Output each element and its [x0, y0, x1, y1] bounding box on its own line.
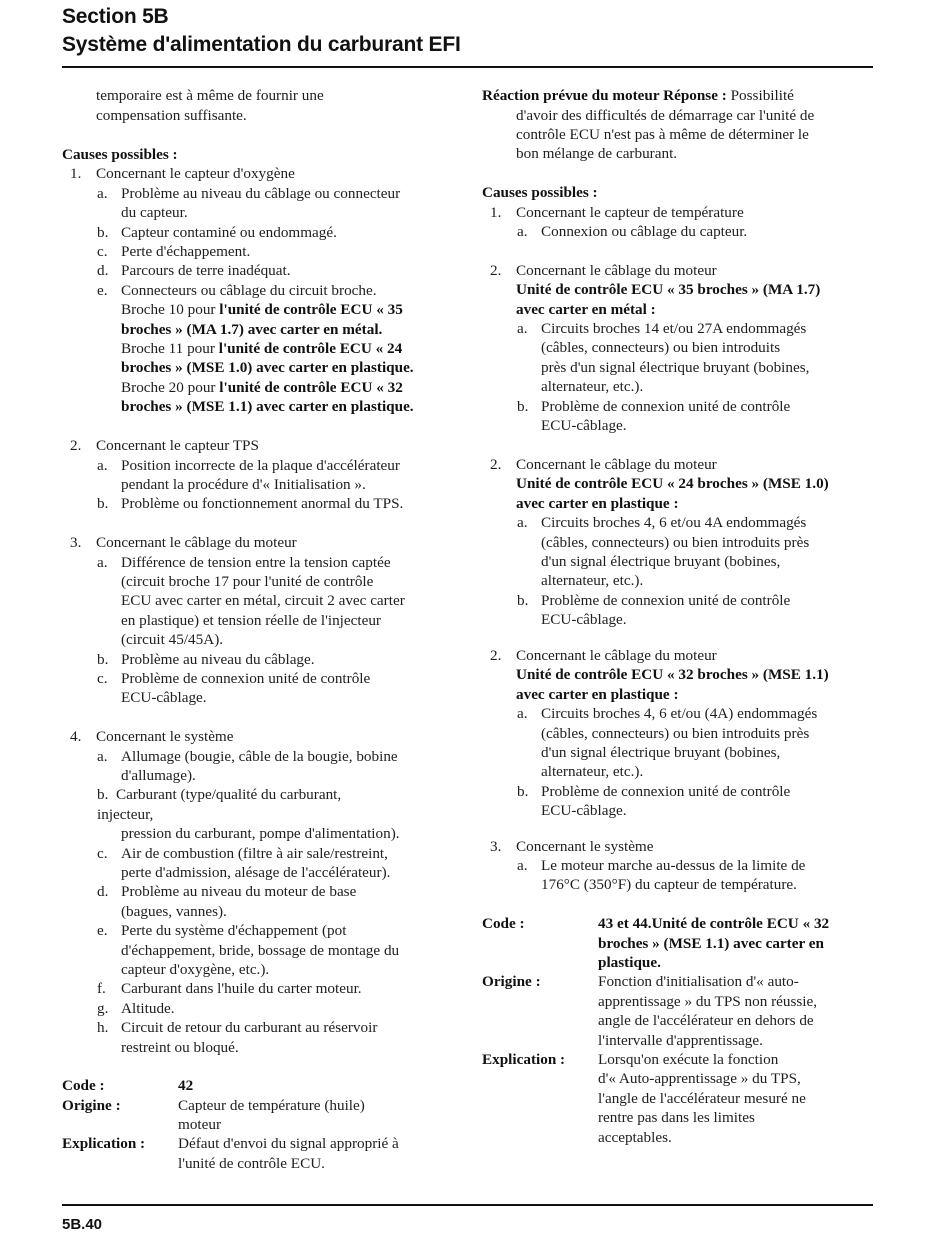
list-item: capteur d'oxygène, etc.).	[121, 961, 270, 978]
ecu-subtitle: Unité de contrôle ECU « 24 broches » (MSE 1.0)	[516, 475, 829, 492]
list-marker: c.	[97, 243, 108, 260]
reaction-line: d'avoir des difficultés de démarrage car l'unité de	[516, 107, 815, 124]
list-item: Problème au niveau du câblage.	[121, 651, 315, 668]
list-item: pression du carburant, pompe d'alimentation).	[121, 825, 400, 842]
list-marker: b.	[97, 495, 109, 512]
reaction-line: contrôle ECU n'est pas à même de déterminer le	[516, 126, 809, 143]
causes-heading: Causes possibles :	[482, 184, 598, 201]
list-item: du capteur.	[121, 204, 188, 221]
list-item: perte d'admission, alésage de l'accélérateur).	[121, 864, 391, 881]
list-marker: b.	[97, 651, 109, 668]
page-number: 5B.40	[62, 1216, 103, 1233]
list-item: broches » (MSE 1.0) avec carter en plastique.	[121, 359, 414, 376]
intro-line: temporaire est à même de fournir une	[96, 87, 324, 104]
list-item: Problème au niveau du câblage ou connecteur	[121, 185, 401, 202]
list-item: Allumage (bougie, câble de la bougie, bobine	[121, 748, 398, 765]
list-item: Broche 20 pour l'unité de contrôle ECU « 32	[121, 379, 403, 396]
list-item: Problème de connexion unité de contrôle	[541, 398, 791, 415]
list-item: b. Carburant (type/qualité du carburant,	[97, 786, 342, 803]
cause-title: Concernant le système	[516, 838, 654, 855]
list-item: Circuit de retour du carburant au réservoir	[121, 1019, 378, 1036]
list-number: 2.	[70, 437, 82, 454]
list-marker: b.	[517, 783, 529, 800]
explanation-value: l'angle de l'accélérateur mesuré ne	[598, 1090, 806, 1107]
list-item: Problème de connexion unité de contrôle	[121, 670, 371, 687]
list-item: Connecteurs ou câblage du circuit broche.	[121, 282, 377, 299]
cause-title: Concernant le câblage du moteur	[516, 647, 717, 664]
list-item: (bagues, vannes).	[121, 903, 227, 920]
origin-label: Origine :	[62, 1097, 121, 1114]
list-marker: a.	[97, 457, 108, 474]
list-item: Le moteur marche au-dessus de la limite de	[541, 857, 806, 874]
ecu-subtitle: avec carter en plastique :	[516, 495, 679, 512]
explanation-label: Explication :	[62, 1135, 146, 1152]
list-item: alternateur, etc.).	[541, 378, 644, 395]
list-item: ECU-câblage.	[541, 417, 627, 434]
list-marker: a.	[97, 748, 108, 765]
cause-title: Concernant le capteur de température	[516, 204, 744, 221]
code-value: plastique.	[598, 954, 661, 971]
explanation-value: l'unité de contrôle ECU.	[178, 1155, 325, 1172]
footer-divider	[62, 1204, 873, 1206]
list-item: Problème de connexion unité de contrôle	[541, 783, 791, 800]
cause-title: Concernant le câblage du moteur	[516, 262, 717, 279]
code-value: 42	[178, 1077, 194, 1094]
list-item: Problème au niveau du moteur de base	[121, 883, 357, 900]
list-marker: a.	[517, 514, 528, 531]
section-label: Section 5B	[62, 5, 169, 28]
list-item: en plastique) et tension réelle de l'injecteur	[121, 612, 381, 629]
cause-title: Concernant le câblage du moteur	[516, 456, 717, 473]
list-item: Perte d'échappement.	[121, 243, 251, 260]
list-number: 2.	[490, 262, 502, 279]
list-item: ECU-câblage.	[121, 689, 207, 706]
list-item: broches » (MA 1.7) avec carter en métal.	[121, 321, 383, 338]
list-marker: a.	[517, 857, 528, 874]
list-item: (circuit broche 17 pour l'unité de contrôle	[121, 573, 374, 590]
list-item: d'échappement, bride, bossage de montage du	[121, 942, 400, 959]
list-item: injecteur,	[97, 806, 154, 823]
list-item: Air de combustion (filtre à air sale/restreint,	[121, 845, 388, 862]
list-item: alternateur, etc.).	[541, 572, 644, 589]
list-marker: a.	[517, 320, 528, 337]
list-item: Connexion ou câblage du capteur.	[541, 223, 748, 240]
list-item: Circuits broches 14 et/ou 27A endommagés	[541, 320, 807, 337]
code-label: Code :	[62, 1077, 105, 1094]
list-item: Circuits broches 4, 6 et/ou 4A endommagés	[541, 514, 807, 531]
code-label: Code :	[482, 915, 525, 932]
list-item: Différence de tension entre la tension captée	[121, 554, 391, 571]
causes-heading: Causes possibles :	[62, 146, 178, 163]
list-item: ECU-câblage.	[541, 802, 627, 819]
list-number: 3.	[490, 838, 502, 855]
list-marker: g.	[97, 1000, 109, 1017]
page-title: Système d'alimentation du carburant EFI	[62, 33, 461, 56]
list-item: broches » (MSE 1.1) avec carter en plastique.	[121, 398, 414, 415]
reaction-line: Réaction prévue du moteur Réponse : Possibilité	[482, 87, 794, 104]
list-item: Circuits broches 4, 6 et/ou (4A) endommagés	[541, 705, 818, 722]
code-value: broches » (MSE 1.1) avec carter en	[598, 935, 824, 952]
header-divider	[62, 66, 873, 68]
reaction-line: bon mélange de carburant.	[516, 145, 678, 162]
list-marker: a.	[97, 554, 108, 571]
list-item: d'allumage).	[121, 767, 196, 784]
list-marker: e.	[97, 922, 108, 939]
list-marker: h.	[97, 1019, 109, 1036]
list-item: (câbles, connecteurs) ou bien introduits	[541, 339, 781, 356]
explanation-value: Lorsqu'on exécute la fonction	[598, 1051, 779, 1068]
list-marker: c.	[97, 670, 108, 687]
intro-line: compensation suffisante.	[96, 107, 247, 124]
list-marker: a.	[517, 223, 528, 240]
list-number: 2.	[490, 456, 502, 473]
explanation-value: acceptables.	[598, 1129, 672, 1146]
list-item: (câbles, connecteurs) ou bien introduits près	[541, 534, 810, 551]
list-item: restreint ou bloqué.	[121, 1039, 239, 1056]
list-item: 176°C (350°F) du capteur de température.	[541, 876, 797, 893]
list-item: pendant la procédure d'« Initialisation ».	[121, 476, 366, 493]
list-item: ECU avec carter en métal, circuit 2 avec carter	[121, 592, 405, 609]
list-item: Position incorrecte de la plaque d'accélérateur	[121, 457, 400, 474]
list-item: alternateur, etc.).	[541, 763, 644, 780]
list-item: Parcours de terre inadéquat.	[121, 262, 291, 279]
list-number: 1.	[490, 204, 502, 221]
list-item: Altitude.	[121, 1000, 175, 1017]
explanation-value: rentre pas dans les limites	[598, 1109, 755, 1126]
list-marker: a.	[97, 185, 108, 202]
list-marker: e.	[97, 282, 108, 299]
list-marker: f.	[97, 980, 106, 997]
ecu-subtitle: Unité de contrôle ECU « 32 broches » (MSE 1.1)	[516, 666, 829, 683]
code-value: 43 et 44.Unité de contrôle ECU « 32	[598, 915, 830, 932]
list-item: d'un signal électrique bruyant (bobines,	[541, 744, 781, 761]
origin-value: apprentissage » du TPS non réussie,	[598, 993, 818, 1010]
origin-value: Capteur de température (huile)	[178, 1097, 365, 1114]
list-marker: a.	[517, 705, 528, 722]
list-item: Problème ou fonctionnement anormal du TPS.	[121, 495, 404, 512]
explanation-value: Défaut d'envoi du signal approprié à	[178, 1135, 399, 1152]
list-number: 4.	[70, 728, 82, 745]
cause-title: Concernant le capteur d'oxygène	[96, 165, 295, 182]
origin-label: Origine :	[482, 973, 541, 990]
list-number: 1.	[70, 165, 82, 182]
cause-title: Concernant le câblage du moteur	[96, 534, 297, 551]
origin-value: angle de l'accélérateur en dehors de	[598, 1012, 814, 1029]
list-item: Carburant dans l'huile du carter moteur.	[121, 980, 362, 997]
list-marker: b.	[517, 592, 529, 609]
list-item: Problème de connexion unité de contrôle	[541, 592, 791, 609]
cause-title: Concernant le système	[96, 728, 234, 745]
list-item: Broche 10 pour l'unité de contrôle ECU « 35	[121, 301, 403, 318]
ecu-subtitle: avec carter en plastique :	[516, 686, 679, 703]
list-item: d'un signal électrique bruyant (bobines,	[541, 553, 781, 570]
list-item: Capteur contaminé ou endommagé.	[121, 224, 337, 241]
list-marker: c.	[97, 845, 108, 862]
explanation-label: Explication :	[482, 1051, 566, 1068]
cause-title: Concernant le capteur TPS	[96, 437, 259, 454]
origin-value: Fonction d'initialisation d'« auto-	[598, 973, 799, 990]
list-number: 3.	[70, 534, 82, 551]
list-item: (circuit 45/45A).	[121, 631, 224, 648]
list-number: 2.	[490, 647, 502, 664]
list-marker: d.	[97, 262, 109, 279]
explanation-value: d'« Auto-apprentissage » du TPS,	[598, 1070, 801, 1087]
list-marker: d.	[97, 883, 109, 900]
list-marker: b.	[517, 398, 529, 415]
list-item: près d'un signal électrique bruyant (bobines,	[541, 359, 810, 376]
list-item: Broche 11 pour l'unité de contrôle ECU « 24	[121, 340, 403, 357]
list-item: ECU-câblage.	[541, 611, 627, 628]
ecu-subtitle: avec carter en métal :	[516, 301, 656, 318]
list-marker: b.	[97, 224, 109, 241]
list-item: (câbles, connecteurs) ou bien introduits près	[541, 725, 810, 742]
origin-value: l'intervalle d'apprentissage.	[598, 1032, 763, 1049]
list-item: Perte du système d'échappement (pot	[121, 922, 347, 939]
origin-value: moteur	[178, 1116, 222, 1133]
ecu-subtitle: Unité de contrôle ECU « 35 broches » (MA 1.7)	[516, 281, 821, 298]
